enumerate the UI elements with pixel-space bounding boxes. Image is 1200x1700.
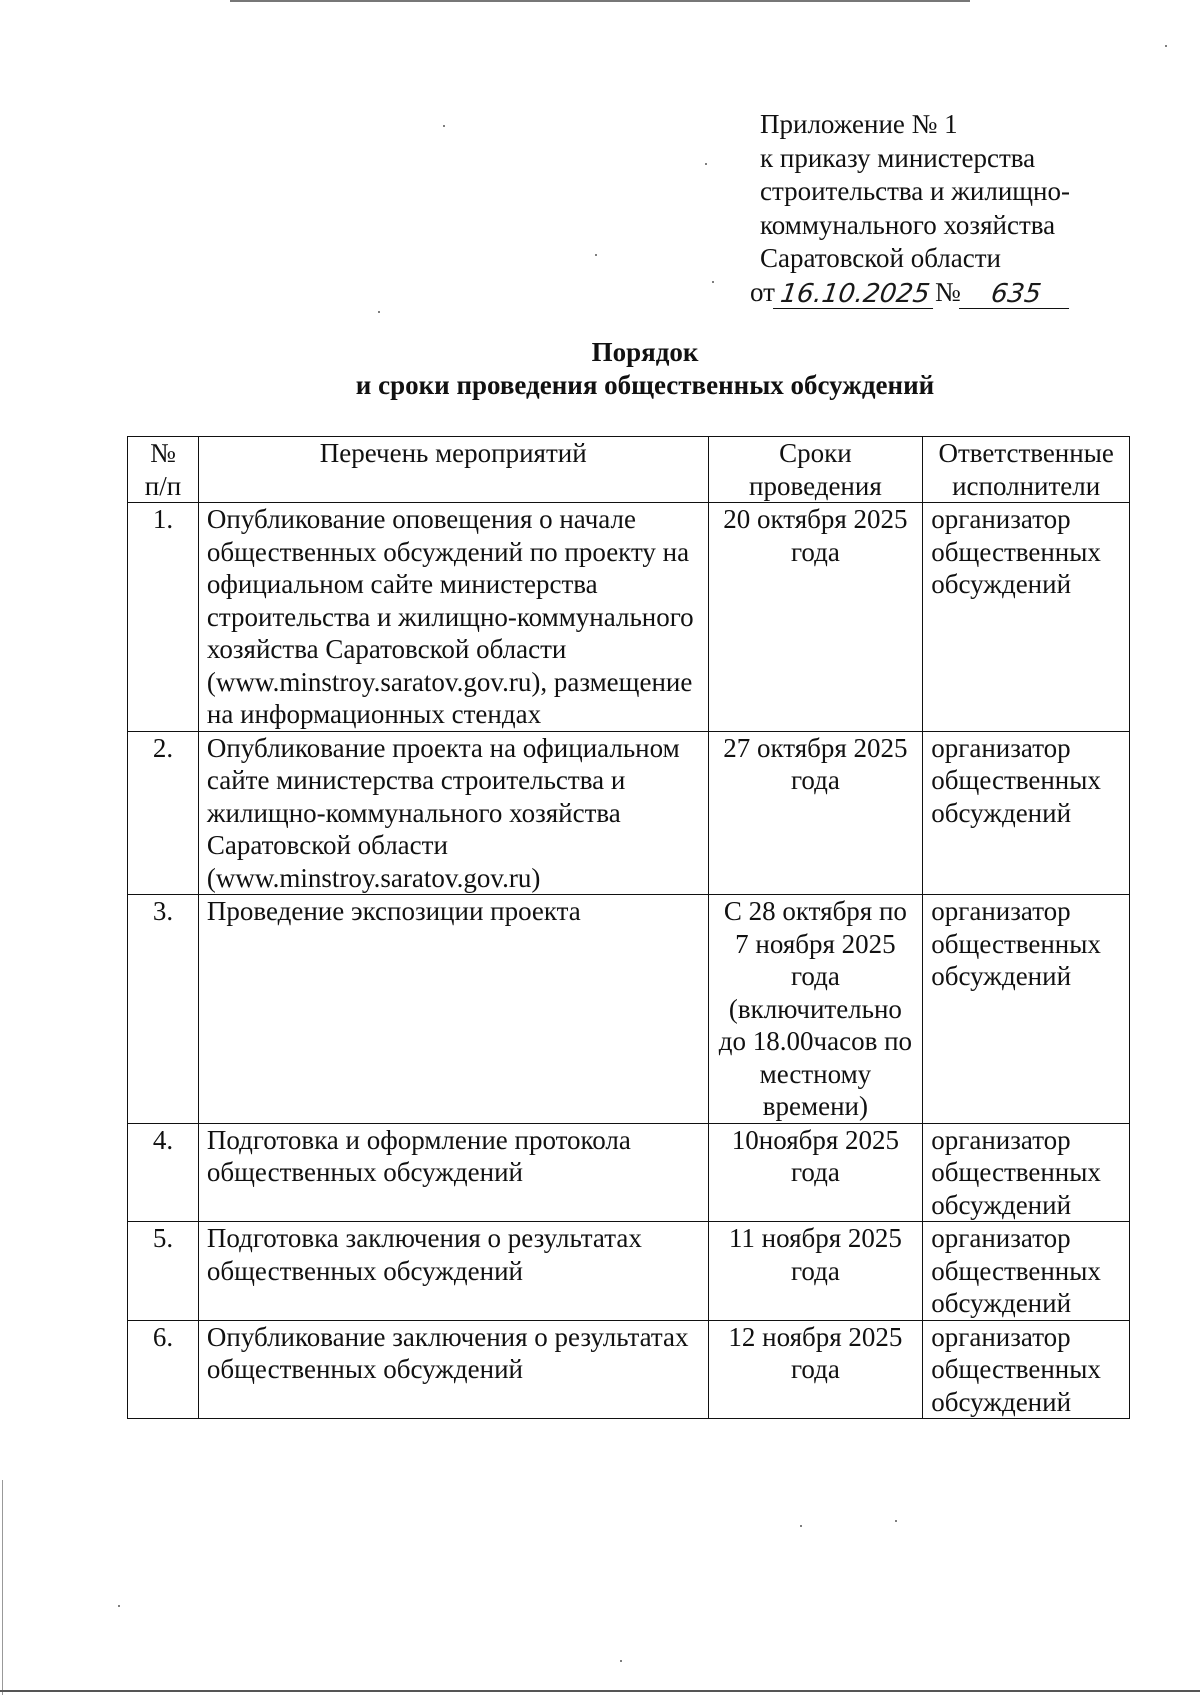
cell-responsible: организатор общественных обсуждений [923, 1123, 1130, 1222]
table-row [128, 1123, 1130, 1222]
approval-line: к приказу министерства [760, 142, 1036, 173]
table-row [128, 895, 1130, 1124]
approval-line: Саратовской области [760, 243, 1001, 273]
cell-number: 4. [128, 1123, 199, 1222]
cell-responsible: организатор общественных обсуждений [923, 503, 1130, 732]
handwritten-date: 16.10.2025 [773, 280, 937, 309]
cell-dates: 27 октября 2025 года [708, 731, 923, 895]
cell-activity: Подготовка и оформление протокола общественных обсуждений [198, 1123, 708, 1222]
header-activity: Перечень мероприятий [198, 437, 708, 503]
scan-speck [118, 1605, 120, 1607]
cell-number: 2. [128, 731, 199, 895]
cell-responsible: организатор общественных обсуждений [923, 1320, 1130, 1419]
cell-number: 6. [128, 1320, 199, 1419]
scan-speck [378, 311, 380, 313]
title-line: и сроки проведения общественных обсуждений [355, 370, 935, 400]
approval-line: коммунального хозяйства [760, 209, 1056, 240]
scan-speck [895, 1520, 897, 1522]
scan-edge-bottom [0, 1690, 1200, 1692]
cell-dates: 20 октября 2025 года [708, 503, 923, 732]
approval-block [750, 108, 1180, 309]
scan-speck [705, 163, 707, 165]
cell-number: 1. [128, 503, 199, 732]
schedule-table [127, 436, 1130, 1419]
scan-edge-top [230, 0, 970, 2]
cell-activity: Опубликование оповещения о начале общественных обсуждений по проекту на официальном сайте министерства строительства и жилищно-коммунального хозяйства Саратовской области (www.minstroy.saratov.gov.ru), размещение на информационных стендах [198, 503, 708, 732]
table-row [128, 731, 1130, 895]
cell-dates: 11 ноября 2025 года [708, 1222, 923, 1321]
scan-speck [443, 125, 445, 127]
table-row [128, 503, 1130, 732]
title-line: Порядок [591, 337, 699, 367]
header-responsible: Ответственные исполнители [923, 437, 1130, 503]
date-prefix: от [750, 276, 775, 307]
cell-responsible: организатор общественных обсуждений [923, 731, 1130, 895]
table-row [128, 1222, 1130, 1321]
cell-dates: 12 ноября 2025 года [708, 1320, 923, 1419]
handwritten-order-number: 635 [959, 280, 1073, 309]
table-header-row [128, 437, 1130, 503]
scan-speck [1165, 45, 1167, 47]
scan-edge-left [2, 1480, 3, 1695]
scan-speck [712, 281, 714, 283]
header-number: № п/п [128, 437, 199, 503]
cell-number: 3. [128, 895, 199, 1124]
document-title [0, 336, 1200, 402]
approval-line: строительства и жилищно- [760, 176, 1070, 206]
approval-line: Приложение № 1 [760, 109, 958, 139]
cell-activity: Опубликование заключения о результатах общественных обсуждений [198, 1320, 708, 1419]
cell-number: 5. [128, 1222, 199, 1321]
scan-speck [800, 1525, 802, 1527]
table-row [128, 1320, 1130, 1419]
cell-activity: Опубликование проекта на официальном сайте министерства строительства и жилищно-коммунального хозяйства Саратовской области (www.minstroy.saratov.gov.ru) [198, 731, 708, 895]
cell-responsible: организатор общественных обсуждений [923, 1222, 1130, 1321]
cell-activity: Проведение экспозиции проекта [198, 895, 708, 1124]
cell-dates: 10ноября 2025 года [708, 1123, 923, 1222]
number-prefix: № [934, 276, 961, 307]
cell-responsible: организатор общественных обсуждений [923, 895, 1130, 1124]
cell-activity: Подготовка заключения о результатах общественных обсуждений [198, 1222, 708, 1321]
order-date-number-line [750, 276, 1180, 310]
header-dates: Сроки проведения [708, 437, 923, 503]
cell-dates: С 28 октября по 7 ноября 2025 года (включительно до 18.00часов по местному времени) [708, 895, 923, 1124]
scan-speck [620, 1660, 622, 1662]
scan-speck [595, 254, 597, 256]
